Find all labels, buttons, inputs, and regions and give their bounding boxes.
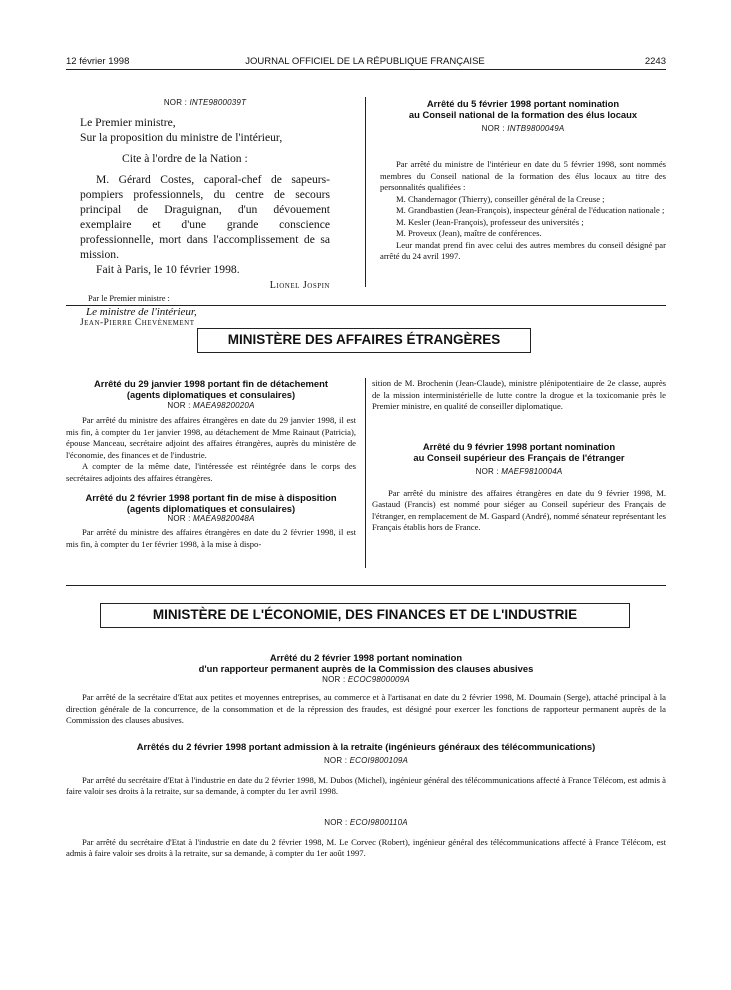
header-date: 12 février 1998	[66, 56, 130, 67]
minister-name: Jean-Pierre Chevènement	[80, 318, 195, 328]
rapporteur-paragraph: Par arrêté de la secrétaire d'Etat aux petites et moyennes entreprises, au commerce et à l'artisanat en date du 2 février 1998, M. Doumain (Serge), attaché principal à la direction générale de la concurrence, de la consommation et de la répression des fraudes, est désigné pour exercer les fonctions de rapporteur permanent auprès de la Commission des clauses abusives.	[66, 692, 666, 725]
formation-elus-title-line2: au Conseil national de la formation des élus locaux	[408, 109, 638, 120]
nor-code: MAEF9810004A	[501, 466, 563, 476]
member-item: M. Kesler (Jean-François), professeur des universités ;	[396, 216, 584, 227]
formation-elus-closing: Leur mandat prend fin avec celui des autres membres du conseil désigné par arrêté du 24 avril 1997.	[380, 239, 666, 261]
nor-line	[66, 675, 666, 684]
nor-line	[66, 514, 356, 523]
nor-label: NOR :	[324, 817, 348, 827]
minister-title: Le ministre de l'intérieur,	[86, 306, 197, 318]
header-page-number: 2243	[644, 56, 666, 67]
citation-line: Sur la proposition du ministre de l'intérieur,	[80, 131, 283, 144]
nor-code: MAEA9820020A	[193, 401, 255, 410]
nor-line	[380, 124, 666, 133]
nor-line	[372, 467, 666, 476]
citation-line: Le Premier ministre,	[80, 116, 176, 129]
section-title-economie: MINISTÈRE DE L'ÉCONOMIE, DES FINANCES ET DE L'INDUSTRIE	[100, 603, 630, 628]
citation-cite: Cite à l'ordre de la Nation :	[122, 152, 248, 165]
citation-intro	[80, 115, 330, 277]
section-rule	[66, 305, 666, 306]
formation-elus-title: Arrêté du 5 février 1998 portant nomination	[426, 98, 620, 109]
nor-line	[66, 401, 356, 410]
par-premier-ministre: Par le Premier ministre :	[88, 294, 170, 303]
nor-code: MAEA9820048A	[193, 514, 255, 523]
conseil-francais-text	[372, 488, 666, 534]
economie-section	[66, 652, 666, 860]
mise-disposition-title: Arrêté du 2 février 1998 portant fin de mise à disposition	[85, 492, 337, 503]
nor-line	[66, 818, 666, 827]
section-rule	[66, 585, 666, 586]
nor-code: INTE9800039T	[189, 98, 247, 107]
mise-disposition-title-line2: (agents diplomatiques et consulaires)	[126, 503, 296, 514]
nor-code: INTB9800049A	[507, 124, 565, 133]
detachement-title: Arrêté du 29 janvier 1998 portant fin de détachement	[94, 378, 328, 389]
nor-line	[66, 756, 666, 765]
mise-disposition-paragraph: Par arrêté du ministre des affaires étrangères en date du 2 février 1998, il est mis fin, à compter du 1er février 1998, à la mise à dispo-	[66, 527, 356, 549]
nor-label: NOR :	[475, 466, 499, 476]
citation-body: M. Gérard Costes, caporal-chef de sapeurs-pompiers professionnels, du centre de secours principal de Draguignan, d'un dévouement exemplaire et d'une grande conscience professionnelle, mort dans l'accomplissement de sa mission.	[80, 173, 330, 261]
member-item: M. Grandbastien (Jean-François), inspecteur général de l'éducation nationale ;	[396, 205, 665, 215]
citation-block	[80, 98, 330, 328]
retraite-paragraph: Par arrêté du secrétaire d'Etat à l'industrie en date du 2 février 1998, M. Le Corvec (Robert), ingénieur général des télécommunications affecté à France Télécom, est admis à faire valoir ses droits à la retraite, sur sa demande, à compter du 1er août 1997.	[66, 836, 666, 858]
nor-label: NOR :	[167, 401, 191, 410]
nor-code: ECOI9800109A	[349, 755, 409, 765]
nor-label: NOR :	[163, 98, 188, 107]
nor-label: NOR :	[167, 514, 191, 523]
detachement-paragraph: A compter de la même date, l'intéressée est réintégrée dans le corps des secrétaires adjoints des affaires étrangères.	[66, 461, 356, 483]
retraite-paragraph: Par arrêté du secrétaire d'Etat à l'industrie en date du 2 février 1998, M. Dubos (Michel), ingénieur général des télécommunications affecté à France Télécom, est admis à faire valoir ses droits à la retraite, sur sa demande, à compter du 1er avril 1998.	[66, 774, 666, 796]
rapporteur-text	[66, 692, 666, 727]
rapporteur-title-line2: d'un rapporteur permanent auprès de la Commission des clauses abusives	[198, 663, 534, 674]
signer-name: Lionel Jospin	[269, 280, 330, 291]
conseil-francais-title-line2: au Conseil supérieur des Français de l'étranger	[413, 451, 625, 463]
rapporteur-title: Arrêté du 2 février 1998 portant nomination	[269, 652, 463, 663]
mise-disposition-text	[66, 527, 356, 550]
affaires-etrangeres-right-column	[372, 378, 666, 534]
conseil-francais-title: Arrêté du 9 février 1998 portant nomination	[422, 440, 616, 452]
header-journal-title: JOURNAL OFFICIEL DE LA RÉPUBLIQUE FRANÇAISE	[245, 56, 485, 67]
member-item: M. Chandernagor (Thierry), conseiller général de la Creuse ;	[396, 193, 605, 204]
nor-code: ECOI9800110A	[349, 817, 408, 827]
nor-label: NOR :	[322, 675, 346, 684]
nor-label: NOR :	[481, 124, 505, 133]
conseil-francais-paragraph: Par arrêté du ministre des affaires étrangères en date du 9 février 1998, M. Gastaud (Francis) est nommé pour siéger au Conseil supérieur des Français de l'étranger, en remplacement de M. Gaspard (André), nommé sénateur représentant les Français établis hors de France.	[372, 487, 666, 532]
member-item: M. Proveux (Jean), maître de conférences.	[396, 228, 542, 238]
nor-line	[80, 98, 330, 107]
retraite-text-1	[66, 775, 666, 798]
section-title-affaires-etrangeres: MINISTÈRE DES AFFAIRES ÉTRANGÈRES	[197, 328, 531, 353]
affaires-etrangeres-left-column	[66, 378, 356, 550]
retraite-title: Arrêtés du 2 février 1998 portant admission à la retraite (ingénieurs généraux des télécommunications)	[136, 740, 596, 752]
nor-label: NOR :	[323, 755, 348, 765]
formation-elus-block	[380, 98, 666, 263]
column-divider-top	[365, 97, 366, 287]
column-divider-middle	[365, 378, 366, 568]
formation-elus-intro: Par arrêté du ministre de l'intérieur en date du 5 février 1998, sont nommés membres du Conseil national de la formation des élus locaux au titre des personnalités qualifiées :	[380, 159, 666, 192]
detachement-title-line2: (agents diplomatiques et consulaires)	[126, 389, 296, 400]
header-rule	[66, 69, 666, 70]
formation-elus-text	[380, 159, 666, 263]
citation-fait: Fait à Paris, le 10 février 1998.	[96, 263, 240, 276]
nor-code: ECOC9800009A	[347, 675, 410, 684]
detachement-paragraph: Par arrêté du ministre des affaires étrangères en date du 29 janvier 1998, il est mis fin, à compter du 1er janvier 1998, au détachement de Mme Rainaut (Patricia), épouse Manceau, secrétaire adjoint des affaires étrangères, auprès du ministère de l'économie, des finances et de l'industrie.	[66, 415, 356, 460]
mise-disposition-continued: sition de M. Brochenin (Jean-Claude), ministre plénipotentiaire de 2e classe, auprès de la mission interministérielle de lutte contre la drogue et la toxicomanie près le Premier ministre, en qualité de conseiller diplomatique.	[372, 378, 666, 411]
retraite-text-2	[66, 837, 666, 860]
detachement-text	[66, 415, 356, 484]
